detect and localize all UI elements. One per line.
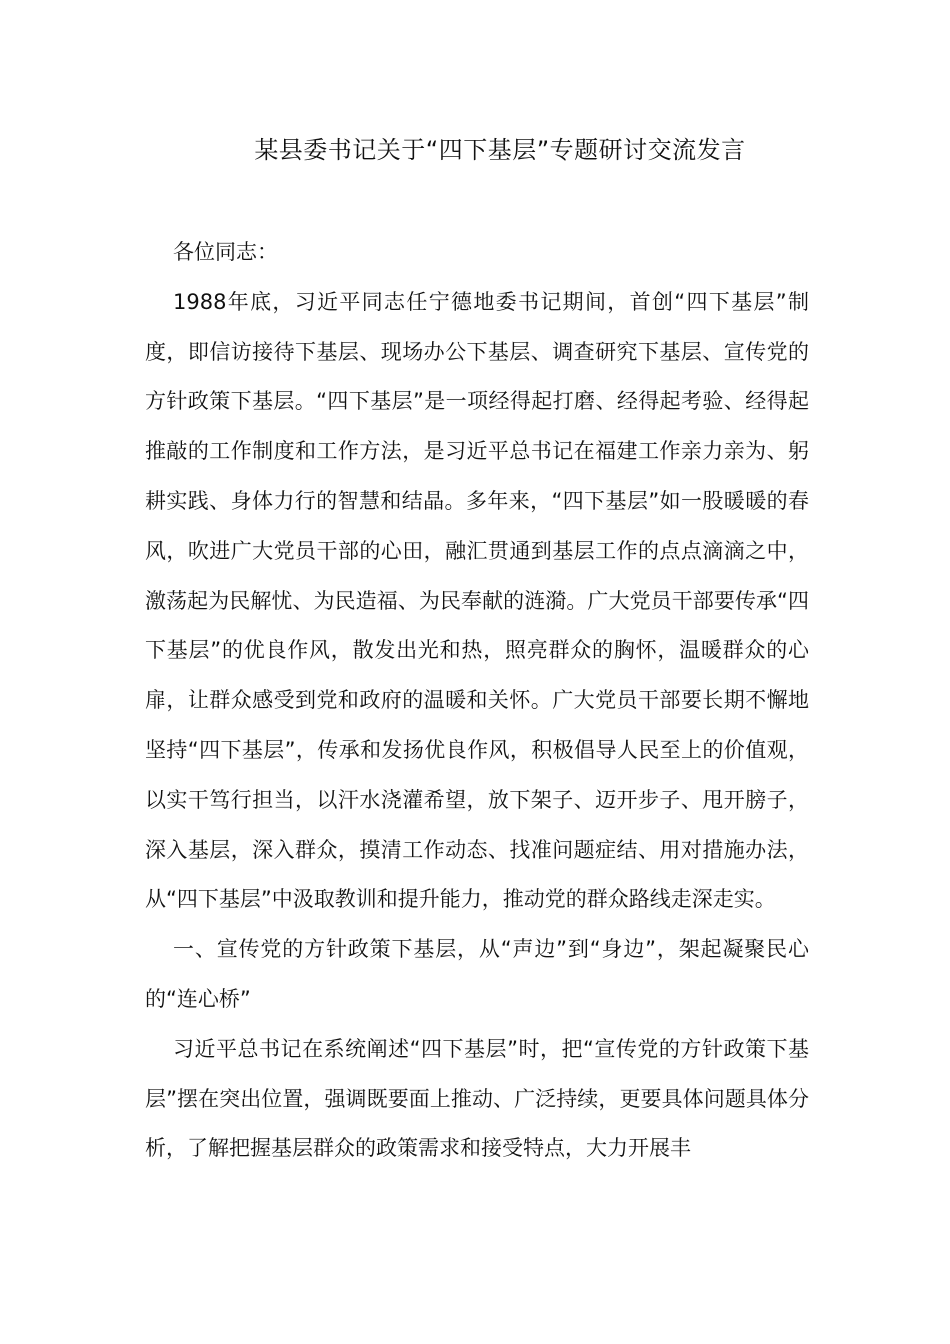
document-title: 某县委书记关于“四下基层”专题研讨交流发言 (254, 136, 746, 164)
section-heading-1: 一、宣传党的方针政策下基层，从“声边”到“身边”，架起凝聚民心的“连心桥” (145, 937, 809, 1011)
paragraph-intro: 1988年底，习近平同志任宁德地委书记期间，首创“四下基层”制度，即信访接待下基层、现场办公下基层、调查研究下基层、宣传党的方针政策下基层。“四下基层”是一项经得起打磨、经得起考验、经得起推敲的工作制度和工作方法，是习近平总书记在福建工作亲力亲为、躬耕实践、身体力行的智慧和结晶。多年来，“四下基层”如一股暖暖的春风，吹进广大党员干部的心田，融汇贯通到基层工作的点点滴滴之中，激荡起为民解忧、为民造福、为民奉献的涟漪。广大党员干部要传承“四下基层”的优良作风，散发出光和热，照亮群众的胸怀，温暖群众的心扉，让群众感受到党和政府的温暖和关怀。广大党员干部要长期不懈地坚持“四下基层”，传承和发扬优良作风，积极倡导人民至上的价值观，以实干笃行担当，以汗水浇灌希望，放下架子、迈开步子、甩开膀子，深入基层，深入群众，摸清工作动态、找准问题症结、用对措施办法，从“四下基层”中汲取教训和提升能力，推动党的群众路线走深走实。 (145, 289, 809, 912)
document-body (145, 228, 809, 1174)
greeting: 各位同志： (173, 240, 278, 264)
paragraph-section-1: 习近平总书记在系统阐述“四下基层”时，把“宣传党的方针政策下基层”摆在突出位置，强调既要面上推动、广泛持续，更要具体问题具体分析，了解把握基层群众的政策需求和接受特点，大力开展丰 (145, 1036, 809, 1161)
